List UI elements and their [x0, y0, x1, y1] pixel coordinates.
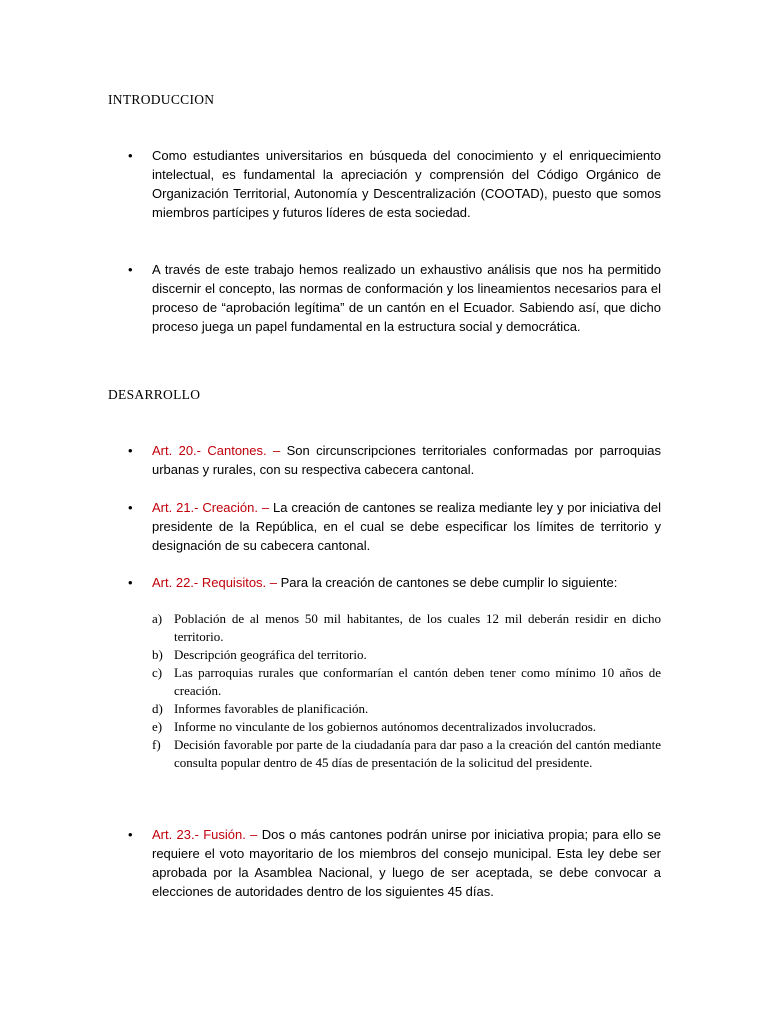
article-20-label: Art. 20.- Cantones. – — [152, 443, 281, 458]
intro-paragraph-1: Como estudiantes universitarios en búsqueda del conocimiento y el enriquecimiento intelectual, es fundamental la apreciación y comprensión del Código Orgánico de Organización Territorial, Autonomía y Descentralización (COOTAD), puesto que somos miembros partícipes y futuros líderes de esta sociedad. — [152, 148, 661, 220]
article-23-paragraph — [152, 825, 661, 901]
bullet-dot: • — [128, 827, 133, 842]
requirement-letter: e) — [152, 719, 163, 734]
requirement-item-b — [152, 646, 661, 664]
bullet-dot: • — [128, 443, 133, 458]
intro-bullet-1 — [128, 146, 661, 222]
requirement-text: Informe no vinculante de los gobiernos autónomos decentralizados involucrados. — [174, 719, 597, 734]
article-23-text: Dos o más cantones podrán unirse por iniciativa propia; para ello se requiere el voto mayoritario de los miembros del consejo municipal. Esta ley debe ser aprobada por la Asamblea Nacional, y luego de ser aceptada, se debe convocar a elecciones de autoridades dentro de los siguientes 45 días. — [152, 827, 661, 899]
requirement-item-d — [152, 700, 661, 718]
requirement-item-e — [152, 718, 661, 736]
article-23 — [128, 825, 661, 901]
article-22-text: Para la creación de cantones se debe cumplir lo siguiente: — [280, 575, 618, 590]
requirement-item-a — [152, 610, 661, 646]
bullet-dot: • — [128, 575, 133, 590]
requirement-text: Decisión favorable por parte de la ciudadanía para dar paso a la creación del cantón mediante consulta popular dentro de 45 días de presentación de la solicitud del presidente. — [174, 737, 661, 770]
article-22-paragraph — [152, 573, 661, 592]
requirement-letter: c) — [152, 665, 163, 680]
requirement-letter: f) — [152, 737, 161, 752]
requirement-text: Las parroquias rurales que conformarían el cantón deben tener como mínimo 10 años de creación. — [174, 665, 661, 698]
requirements-list — [152, 610, 661, 772]
requirement-letter: b) — [152, 647, 163, 662]
intro-bullet-2 — [128, 260, 661, 336]
article-23-label: Art. 23.- Fusión. – — [152, 827, 258, 842]
intro-paragraph-2: A través de este trabajo hemos realizado un exhaustivo análisis que nos ha permitido discernir el concepto, las normas de conformación y los lineamientos necesarios para el proceso de “aprobación legítima” de un cantón en el Ecuador. Sabiendo así, que dicho proceso juega un papel fundamental en la estructura social y democrática. — [152, 262, 661, 334]
article-22-label: Art. 22.- Requisitos. – — [152, 575, 277, 590]
article-20-text: Son circunscripciones territoriales conformadas por parroquias urbanas y rurales, con su respectiva cabecera cantonal. — [152, 443, 661, 477]
bullet-dot: • — [128, 500, 133, 515]
requirement-item-f — [152, 736, 661, 772]
article-21 — [128, 498, 661, 555]
requirement-text: Población de al menos 50 mil habitantes, de los cuales 12 mil deberán residir en dicho territorio. — [174, 611, 661, 644]
bullet-dot: • — [128, 262, 133, 277]
requirement-letter: a) — [152, 611, 163, 626]
requirement-text: Informes favorables de planificación. — [174, 701, 369, 716]
requirement-text: Descripción geográfica del territorio. — [174, 647, 367, 662]
article-20-paragraph — [152, 441, 661, 479]
requirement-letter: d) — [152, 701, 163, 716]
article-21-text: La creación de cantones se realiza mediante ley y por iniciativa del presidente de la República, en el cual se debe especificar los límites de territorio y designación de su cabecera cantonal. — [152, 500, 661, 553]
requirement-item-c — [152, 664, 661, 700]
heading-introduccion: INTRODUCCION — [108, 92, 215, 107]
article-21-paragraph — [152, 498, 661, 555]
article-22 — [128, 573, 661, 592]
article-21-label: Art. 21.- Creación. – — [152, 500, 270, 515]
heading-desarrollo: DESARROLLO — [108, 387, 201, 402]
article-20 — [128, 441, 661, 479]
bullet-dot: • — [128, 148, 133, 163]
